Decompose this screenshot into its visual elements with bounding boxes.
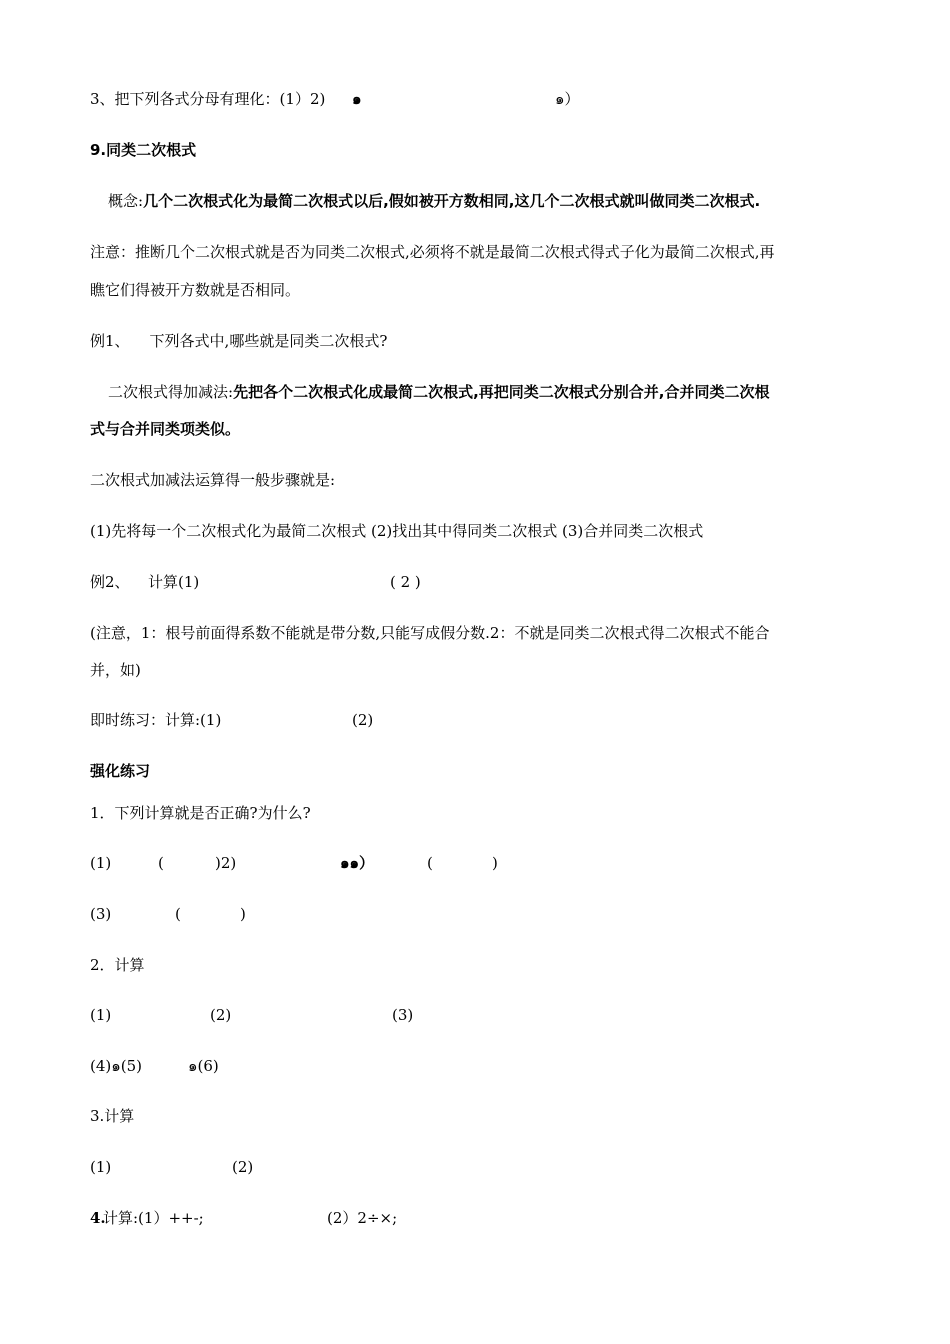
question-2-row-2 [90,1055,870,1077]
exercise-3-line [90,88,870,110]
q1-item: ( [427,854,433,872]
example-1 [90,330,387,352]
strong-practice-heading: 强化练习 [90,762,151,780]
example-2-label: 例2、 [90,573,130,591]
q1-item: ( [158,854,164,872]
q1-item: (1) [90,854,112,872]
note2-line-1: (注意，1：根号前面得系数不能就是带分数,只能写成假分数.2：不就是同类二次根式得二次根式不能合 [90,624,770,642]
q2-item: ๑(6) [188,1057,219,1075]
q4-part-2: (2）2÷×; [327,1209,398,1227]
example-2-part-1: 计算(1) [148,573,200,591]
practice-part-2: (2) [352,711,374,729]
symbol-mark: ๑ [352,90,362,108]
concept-paragraph [108,190,760,212]
practice-line [90,709,870,731]
q1-item: ( [175,905,181,923]
question-3-row-1 [90,1156,870,1178]
exercise-3-text: 3、把下列各式分母有理化：(1）2) [90,90,326,108]
addsub-line-2: 式与合并同类项类似。 [90,420,241,438]
example-2 [90,571,870,593]
q2-item: (4)๑(5) [90,1057,143,1075]
example-1-text: 下列各式中,哪些就是同类二次根式? [149,332,388,350]
q4-number: 4. [90,1209,106,1227]
addsub-label: 二次根式得加减法: [108,383,234,401]
question-1-row-1 [90,852,870,874]
addsub-line-1 [108,381,769,403]
q1-item: ) [240,905,246,923]
note2-line-2: 并，如) [90,661,141,679]
question-3-title: 3.计算 [90,1107,135,1125]
concept-label: 概念: [108,192,144,210]
q2-item: (2) [210,1006,232,1024]
question-2-row-1 [90,1004,870,1026]
question-1-title: 1．下列计算就是否正确?为什么? [90,804,311,822]
q1-item: ๑๑） [340,854,375,872]
addsub-text-1: 先把各个二次根式化成最简二次根式,再把同类二次根式分别合并,合并同类二次根 [233,383,770,401]
q2-item: (3) [392,1006,414,1024]
example-2-part-2: ( 2 ) [390,573,421,591]
note-line-2: 瞧它们得被开方数就是否相同。 [90,281,301,299]
example-1-label: 例1、 [90,332,130,350]
steps-list: (1)先将每一个二次根式化为最简二次根式 (2)找出其中得同类二次根式 (3)合并同类二次根式 [90,522,704,540]
note-line-1: 注意：推断几个二次根式就是否为同类二次根式,必须将不就是最简二次根式得式子化为最简二次根式,再 [90,243,775,261]
question-2-title: 2．计算 [90,956,145,974]
steps-title: 二次根式加减法运算得一般步骤就是: [90,471,336,489]
q4-part-1: 计算:(1）++-; [103,1209,204,1227]
question-1-row-2 [90,903,870,925]
concept-text: 几个二次根式化为最简二次根式以后,假如被开方数相同,这几个二次根式就叫做同类二次根式. [143,192,761,210]
section-heading: 9.同类二次根式 [90,141,197,159]
question-4 [90,1207,870,1229]
q1-item: )2) [215,854,237,872]
q3-item: (2) [232,1158,254,1176]
q3-item: (1) [90,1158,112,1176]
q1-item: (3) [90,905,112,923]
q1-item: ) [492,854,498,872]
practice-part-1: 即时练习：计算:(1) [90,711,222,729]
q2-item: (1) [90,1006,112,1024]
exercise-3-end: ๑） [555,90,580,108]
